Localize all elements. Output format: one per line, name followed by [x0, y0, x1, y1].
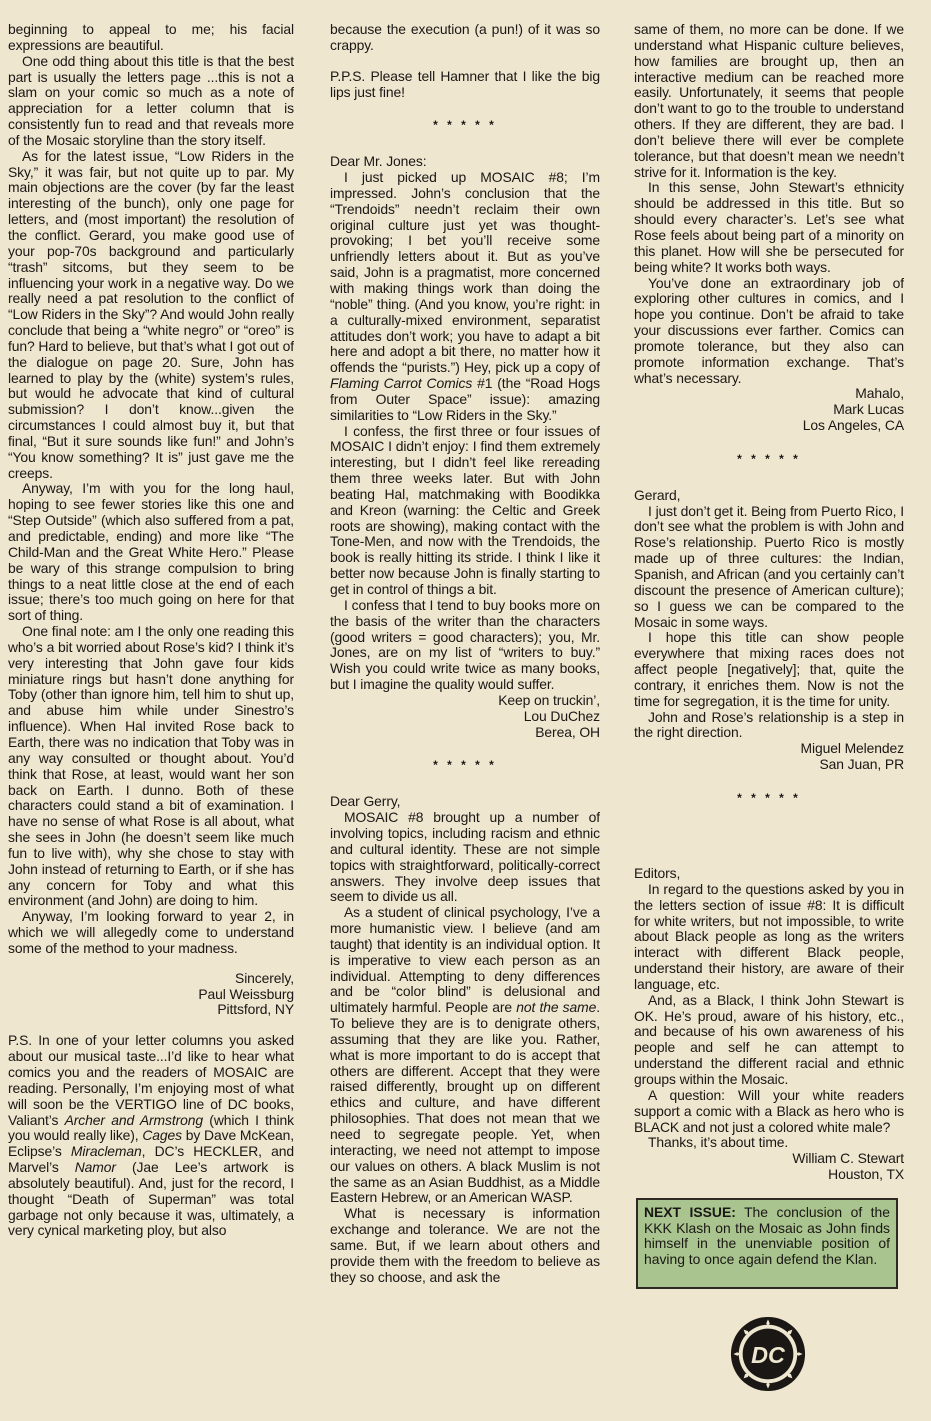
- letter-paragraph: Anyway, I’m with you for the long haul, hoping to see fewer stories like this one and “Step Outside” (which also suffered from a pat, and predictable, ending) and more like “The Child-Man and the Great White Hero.” Please be wary of this strange compulsion to bring things to a neat little close at the end of each issue; there’s too much going on here for that sort of thing.: [8, 480, 294, 624]
- signer-location: Pittsford, NY: [217, 1001, 294, 1018]
- postscript: P.S. In one of your letter columns you asked about our musical taste...I’d like to hear what comics you and the readers of MOSAIC are reading. Personally, I’m enjoying most of what will soon be the VERTIGO line of DC books, Valiant’s Archer and Armstrong (which I think you would really like), Cages by Dave McKean, Eclipse’s Miracleman, DC’s HECKLER, and Marvel’s Namor (Jae Lee’s artwork is absolutely beautiful). And, just for the record, I thought “Death of Superman” was total garbage not only because it was, ultimately, a very cynical marketing ploy, but also: [8, 1032, 294, 1239]
- dc-logo-text: DC: [751, 1341, 785, 1368]
- letter-paragraph: I just picked up MOSAIC #8; I’m impressed. John’s conclusion that the “Trendoids” needn’t reclaim their own original culture just yet was thought-provoking; I bet you’ll receive some unfriendly letters about it. But as you’ve said, John is a pragmatist, more concerned with making things work than doing the “noble” thing. (And you know, you’re right: in a culturally-mixed environment, separatist attitudes don’t work; you have to adapt a bit here and adopt a bit there, no matter how it offends the “purists.”) Hey, pick up a copy of Flaming Carrot Comics #1 (the “Road Hogs from Outer Space” issue): amazing similarities to “Low Riders in the Sky.”: [330, 169, 600, 423]
- next-issue-label: NEXT ISSUE:: [644, 1204, 736, 1220]
- letter-paragraph: You’ve done an extraordinary job of exploring other cultures in comics, and I hope you continue. Don’t be afraid to take your discussions ever farther. Comics can promote tolerance, but they also can promote information exchange. That’s what’s necessary.: [634, 274, 904, 386]
- letter-paragraph: Anyway, I’m looking forward to year 2, in which we will allegedly come to understand some of the method to your madness.: [8, 908, 294, 956]
- letter-salutation: Dear Mr. Jones:: [330, 153, 427, 170]
- postscript-continued: because the execution (a pun!) of it was so crappy.: [330, 22, 600, 53]
- signoff: Keep on truckin’,: [498, 691, 600, 708]
- letter-paragraph: I hope this title can show people everywhere that mixing races does not affect people [negatively]; that, quite the contrary, it enriches them. Now is not the time for segregation, it is the time for unity.: [634, 629, 904, 709]
- letter-paragraph: And, as a Black, I think John Stewart is OK. He’s proud, aware of his history, etc., and because of his own awareness of his people and self he can attempt to understand the different racial and ethnic groups within the Mosaic.: [634, 991, 904, 1087]
- letter-paragraph: In regard to the questions asked by you in the letters section of issue #8: It is difficult for white writers, but not impossible, to write about Black people as long as the writers interact with different Black people, understand their history, are aware of their language, etc.: [634, 880, 904, 992]
- letter-paragraph: As a student of clinical psychology, I’ve a more humanistic view. I believe (and am taught) that identity is an individual option. It is imperative to view each person as an individual. Attempting to deny differences and be “color blind” is delusional and ultimately harmful. People are not the same. To believe they are is to denigrate others, assuming that they are like you. Rather, what is more important to do is accept that others are different. Accept that they were raised differently, brought up on different ethics and culture, and have different philosophies. That does not mean that we need to segregate people. Yet, when interacting, we need not attempt to impose our values on others. A black Muslim is not the same as an Asian Buddhist, as a Middle Eastern Hebrew, or an American WASP.: [330, 904, 600, 1206]
- letter-paragraph: I confess that I tend to buy books more on the basis of the writer than the characters (good writers = good characters); you, Mr. Jones, are on my list of “writers to buy.” Wish you could write twice as many books, but I imagine the quality would suffer.: [330, 596, 600, 693]
- post-postscript: P.P.S. Please tell Hamner that I like the big lips just fine!: [330, 67, 600, 100]
- signoff: Sincerely,: [235, 969, 294, 986]
- signer-location: Houston, TX: [828, 1166, 904, 1183]
- letter-separator: * * * * *: [433, 118, 497, 133]
- letter-paragraph: beginning to appeal to me; his facial expressions are beautiful.: [8, 22, 294, 53]
- letter-paragraph: In this sense, John Stewart’s ethnicity should be addressed in this title. But so should every character’s. Let’s see what Rose feels about being part of a minority on this planet. How will she be persecuted for being white? It works both ways.: [634, 179, 904, 275]
- dc-bullet-logo: [729, 1315, 807, 1393]
- signer-name: Mark Lucas: [833, 401, 904, 418]
- signer-name: Paul Weissburg: [198, 985, 294, 1002]
- letter-separator: * * * * *: [433, 758, 497, 773]
- letter-weissburg-body: [8, 22, 294, 957]
- letters-column-3-lower: [634, 860, 904, 1183]
- signer-location: Los Angeles, CA: [802, 417, 904, 434]
- letter-salutation: Dear Gerry,: [330, 793, 401, 810]
- letter-paragraph: As for the latest issue, “Low Riders in the Sky,” it was fair, but not quite up to par. My main objections are the cover (by far the least interesting of the bunch), only one page for letters, and (most important) the resolution of the conflict. Gerard, you make good use of your pop-70s background and particularly “trash” sitcoms, but they seem to be influencing your work in a negative way. Do we really need a pat resolution to the conflict of “Low Riders in the Sky”? And would John really conclude that being a “white negro” or “oreo” is fun? Hard to believe, but that’s what I got out of the dialogue on page 20. Sure, John has learned to play by the (white) system’s rules, but would he advocate that kind of cultural submission? I don’t know...given the circumstances I could almost buy it, but that final, “But it sure sounds like fun!” and John’s “You know something? It is” just gave me the creeps.: [8, 147, 294, 481]
- next-issue-text: The conclusion of the KKK Klash on the Mosaic as John finds himself in the unenviable position of having to once again defend the Klan.: [644, 1204, 890, 1267]
- letter-paragraph: same of them, no more can be done. If we understand what Hispanic culture believes, how families are brought up, then an interactive medium can be reached more easily. Unfortunately, it seems that people don’t want to go to the trouble to understand others. If they are different, they are bad. I don’t believe there will ever be complete tolerance, but that doesn’t mean we needn’t strive for it. Information is the key.: [634, 22, 904, 180]
- letter-paragraph: A question: Will your white readers support a comic with a Black as hero who is BLACK and not just a colored white male?: [634, 1086, 904, 1135]
- letter-paragraph: I just don’t get it. Being from Puerto Rico, I don’t see what the problem is with John and Rose’s relationship. Puerto Rico is mostly made up of three cultures: the Indian, Spanish, and African (and you certainly can’t discount the presence of American culture); so I guess we can be compared to the Mosaic in some ways.: [634, 502, 904, 630]
- signer-location: Berea, OH: [535, 723, 600, 740]
- letter-separator: * * * * *: [737, 451, 801, 466]
- next-issue-box: [636, 1198, 898, 1289]
- letters-column-3: [634, 22, 904, 822]
- signoff: Mahalo,: [855, 385, 904, 402]
- letters-column-2: [330, 22, 600, 1397]
- letter-separator: * * * * *: [737, 790, 801, 805]
- letter-salutation: Editors,: [634, 865, 681, 881]
- letter-paragraph: One final note: am I the only one reading this who’s a bit worried about Rose’s kid? I think it’s very interesting that John gave four kids miniature rings but hasn’t done anything for Toby (other than ignore him, tell him to shut up, and abuse him while under Sinestro’s influence). When Hal invited Rose back to Earth, there was no indication that Toby was in any way consulted or thought about. You’d think that Rose, at least, would want her son back on Earth. I dunno. Both of these characters could stand a bit of examination. I have no sense of what Rose is all about, what she sees in John (he doesn’t seem like much fun to live with), why she chose to stay with John instead of returning to Earth, or if she has any concern for Toby and what this environment (and John) are doing to him.: [8, 623, 294, 909]
- letter-paragraph: John and Rose’s relationship is a step in the right direction.: [634, 708, 904, 741]
- letter-paragraph: Thanks, it’s about time.: [648, 1134, 789, 1151]
- letter-paragraph: What is necessary is information exchange and tolerance. We are not the same. But, if we learn about others and provide them with the freedom to believe as they so choose, and ask the: [330, 1205, 600, 1285]
- letter-paragraph: One odd thing about this title is that the best part is usually the letters page ...this is not a slam on your comic so much as a note of appreciation for a letter column that is consistently fun to read and that reveals more of the Mosaic storyline than the story itself.: [8, 52, 294, 148]
- letter-paragraph: I confess, the first three or four issues of MOSAIC I didn’t enjoy: I find them extremely interesting, but I didn’t feel like rereading them three weeks later. But with John beating Hal, matchmaking with Boodikka and Kreon (warning: the Celtic and Greek roots are showing), making contact with the Tone-Men, and now with the Trendoids, the book is really hitting its stride. I think I like it better now because John is finally starting to get in control of things a bit.: [330, 422, 600, 597]
- signer-name: William C. Stewart: [792, 1150, 904, 1167]
- letter-paragraph: MOSAIC #8 brought up a number of involving topics, including racism and ethnic and cultural identity. These are not simple topics with straightforward, politically-correct answers. They involve deep issues that seem to divide us all.: [330, 809, 600, 905]
- signer-name: Lou DuChez: [523, 707, 600, 724]
- letters-column-1: [8, 22, 294, 1417]
- signer-location: San Juan, PR: [819, 756, 904, 773]
- letter-salutation: Gerard,: [634, 486, 681, 503]
- signer-name: Miguel Melendez: [800, 740, 904, 757]
